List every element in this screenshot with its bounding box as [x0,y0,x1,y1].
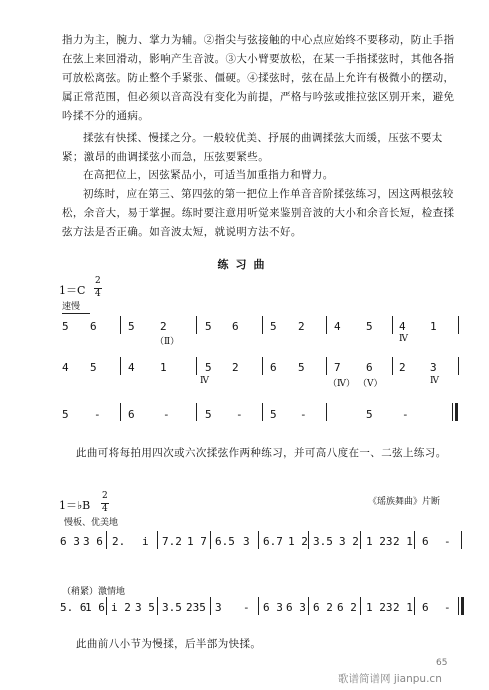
ex1-r1-bar-3 [262,316,263,334]
ex1-r2-mark-4: Ⅳ [430,376,439,386]
ex1-r3-final-bar-thick [455,403,458,421]
ex2-r2-g6: 235 [186,601,206,614]
ex2-r2-bar-7 [414,597,415,615]
ex1-slur-1 [62,313,90,314]
paragraph-technique: 指力为主，腕力、掌力为辅。②指尖与弦接触的中心点应始终不要移动，防止手指在弦上来回滑动，影响产生音波。③大小臂要放松，在某一手指揉弦时，其他各指可放松离弦。防止整个手紧张、僵硬。④揉弦时，弦在品上允许有极微小的摆动，属正常范围，但必须以音高没有变化为前提，严格与吟弦或推拉弦区别开来，避免吟揉不分的通病。 [62,34,455,122]
ex1-r3-n3: 5 [205,408,212,421]
ex1-r2-bar-4 [326,357,327,375]
ex1-r2-n7: 6 [270,361,277,374]
ex2-r1-g10: 1 2 [288,535,308,548]
ex2-r2-final-bar-thin [458,597,459,615]
ex2-r1-bar-6 [360,531,361,549]
ex1-tempo: 速慢 [62,302,81,312]
ex1-r1-n3: 5 [128,320,135,333]
ex2-r2-g13: 1 23 [366,601,393,614]
paragraph-speed: 揉弦有快揉、慢揉之分。一般较优美、抒展的曲调揉弦大而缓，压弦不要太紧；激昂的曲调揉弦小而急，压弦要紧些。 [62,132,443,163]
ex1-r3-n2: 6 [128,408,135,421]
ex1-r3-dash-3: - [236,408,243,421]
ex1-r3-n1: 5 [62,408,69,421]
ex1-r2-bar-2 [196,357,197,375]
ex2-r2-g8: - [243,601,250,614]
ex2-r1-bar-4 [258,531,259,549]
ex1-r2-n3: 4 [128,361,135,374]
ex1-r2-bar-1 [120,357,121,375]
ex2-r1-g14: 2 1 [393,535,413,548]
ex1-time-top: 2 [95,276,101,286]
ex2-r1-g15: 6 [422,535,429,548]
ex1-r1-n9: 4 [334,320,341,333]
ex1-r3-dash-2: - [163,408,170,421]
ex1-r2-n12: 3 [430,361,437,374]
ex2-r1-g8: 3 [243,535,250,548]
ex1-r3-bar-4 [326,403,327,421]
ex1-r1-n8: 2 [298,320,305,333]
ex2-r2-g3: i 2 [111,601,131,614]
ex1-r2-n8: 5 [298,361,305,374]
ex1-r3-bar-3 [262,403,263,421]
ex2-tempo-1: 慢板、优美地 [64,518,119,528]
ex2-r2-g2: 1 6 [85,601,105,614]
ex2-r2-bar-2 [157,597,158,615]
ex2-r2-bar-3 [210,597,211,615]
ex1-r1-n11: 4 [399,320,406,333]
ex1-key: 1＝C [59,284,86,297]
ex2-source: 《瑶族舞曲》片断 [368,497,441,507]
ex1-r2-n9: 7 [334,361,341,374]
ex1-r3-bar-1 [120,403,121,421]
ex1-r1-n2: 6 [90,320,97,333]
ex1-r1-bar-2 [196,316,197,334]
ex2-r1-bar-7 [414,531,415,549]
ex1-r2-mark-2: （Ⅳ） [328,379,355,389]
ex2-r1-g3: 2. [112,535,126,548]
ex2-r1-g6: 1 7 [187,535,207,548]
ex2-r1-g4: i [142,535,149,548]
ex2-key: 1＝♭B [59,499,91,512]
ex1-r2-n2: 5 [90,361,97,374]
ex1-r1-bar-6 [458,316,459,334]
ex1-r1-n12: 1 [430,320,437,333]
ex1-r3-dash-5: - [402,408,409,421]
ex2-r2-g9: 6 3 [263,601,283,614]
ex2-r2-g10: 6 3 [286,601,306,614]
ex2-r1-g12: 3 2 [339,535,359,548]
ex2-r2-g4: 3 5 [135,601,155,614]
ex2-time-top: 2 [102,491,108,501]
ex2-r1-bar-1 [106,531,107,549]
ex2-r1-bar-2 [157,531,158,549]
ex2-r1-g1: 6 3 [60,535,80,548]
ex1-r2-mark-3: （Ⅴ） [358,379,383,389]
ex1-r1-n6: 6 [232,320,239,333]
ex2-r2-g12: 6 2 [337,601,357,614]
ex1-r3-n5: 5 [366,408,373,421]
ex1-r2-mark: Ⅳ [200,376,209,386]
ex2-r1-bar-3 [210,531,211,549]
ex2-r1-g9: 6.7 [263,535,283,548]
ex1-r1-n7: 5 [270,320,277,333]
ex2-r2-bar-5 [308,597,309,615]
ex1-r3-dash-1: - [94,408,101,421]
ex1-r1-mark-2: Ⅳ [399,334,408,344]
ex1-r1-n10: 5 [366,320,373,333]
ex2-r1-bar-5 [308,531,309,549]
page-number: 65 [436,658,448,668]
ex2-tempo-2: （稍紧）激情地 [62,587,126,597]
ex2-r2-g11: 6 2 [313,601,333,614]
exercise-title: 练习曲 [217,258,272,271]
ex1-r3-n4: 5 [270,408,277,421]
ex1-r2-bar-5 [392,357,393,375]
paragraph-practice: 初练时，应在第三、第四弦的第一把位上作单音音阶揉弦练习，因这两根弦较松，余音大，易于掌握。练时要注意用听觉来鉴别音波的大小和余音长短，检查揉弦方法是否正确。如音波太短，就说明方法不好。 [62,188,455,238]
ex1-r1-n4: 2 [160,320,167,333]
ex1-r2-n10: 6 [366,361,373,374]
watermark: 歌谱简谱网 jianpu.cn [338,673,442,685]
ex1-r1-mark: （Ⅱ） [155,337,180,347]
ex2-r2-bar-6 [360,597,361,615]
ex1-r2-n6: 2 [232,361,239,374]
ex2-r1-bar-8 [461,531,462,549]
ex2-r2-g14: 2 1 [393,601,413,614]
ex1-r3-final-bar-thin [452,403,453,421]
ex1-r1-n1: 5 [62,320,69,333]
ex2-note: 此曲前八小节为慢揉，后半部为快揉。 [76,638,262,650]
ex2-r2-bar-4 [258,597,259,615]
ex1-time-bottom: 4 [95,289,101,299]
ex1-r2-n4: 1 [160,361,167,374]
ex1-r1-bar-1 [120,316,121,334]
ex2-r2-final-bar-thick [461,597,464,615]
ex1-r1-n5: 5 [205,320,212,333]
ex2-r1-g2: 3 6 [83,535,103,548]
ex1-r2-bar-6 [458,357,459,375]
ex2-r1-g5: 7.2 [162,535,182,548]
ex1-r3-bar-2 [196,403,197,421]
ex2-r2-g7: 3 [215,601,222,614]
paragraph-high-position: 在高把位上，因弦紧品小，可适当加重指力和臂力。 [83,169,334,181]
ex1-r1-bar-5 [392,316,393,334]
ex2-r1-g7: 6.5 [215,535,235,548]
ex2-r2-g16: - [444,601,451,614]
ex1-r2-bar-3 [262,357,263,375]
ex2-r2-g15: 6 [422,601,429,614]
ex2-r1-g11: 3.5 [313,535,333,548]
ex1-note: 此曲可将每拍用四次或六次揉弦作两种练习，并可高八度在一、二弦上练习。 [76,447,447,459]
ex1-r2-n11: 2 [399,361,406,374]
ex2-r2-bar-1 [106,597,107,615]
ex2-time-bottom: 4 [102,504,108,514]
ex1-r1-bar-4 [326,316,327,334]
ex2-r1-g16: - [444,535,451,548]
ex1-r2-n5: 5 [205,361,212,374]
ex1-r3-dash-4: - [300,408,307,421]
ex2-r1-g13: 1 23 [366,535,393,548]
ex1-r2-n1: 4 [62,361,69,374]
ex2-r2-g1: 5. 6 [60,601,87,614]
ex2-r2-g5: 3.5 [162,601,182,614]
